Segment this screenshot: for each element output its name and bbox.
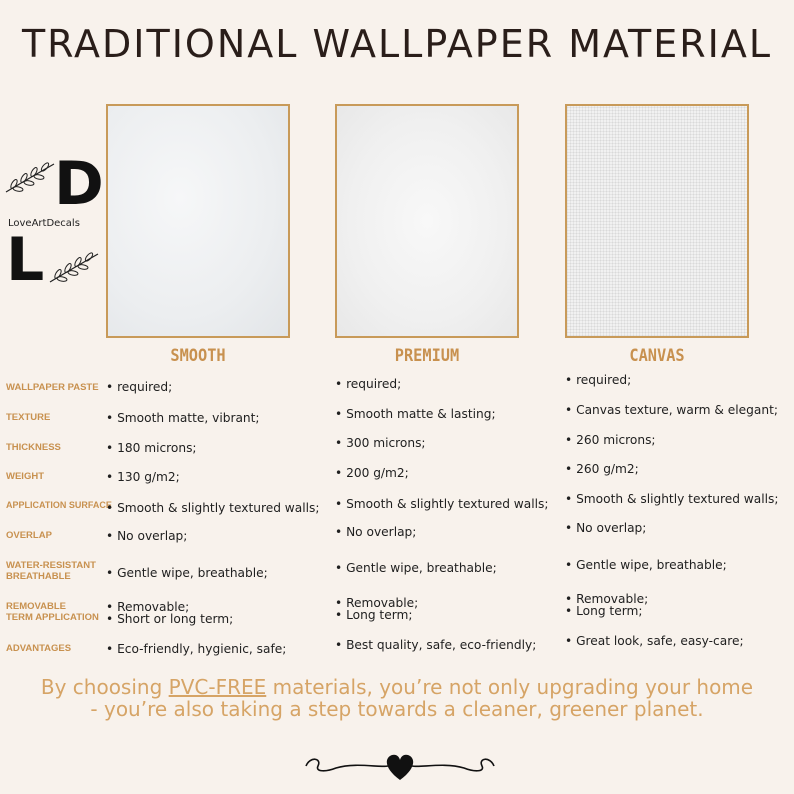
row-label-overlap: OVERLAP [6, 530, 52, 541]
cell-premium-water: • Gentle wipe, breathable; [335, 561, 497, 575]
cell-smooth-surface: • Smooth & slightly textured walls; [106, 501, 320, 515]
row-label-line: BREATHABLE [6, 571, 71, 582]
cell-canvas-thickness: • 260 microns; [565, 433, 656, 447]
cell-premium-advantages: • Best quality, safe, eco-friendly; [335, 638, 537, 652]
row-label-line: REMOVABLE [6, 601, 66, 612]
leaf-branch-icon [48, 248, 100, 288]
row-label-application-surface: APPLICATION SURFACE [6, 500, 112, 510]
cell-canvas-texture: • Canvas texture, warm & elegant; [565, 403, 778, 417]
row-label-texture: TEXTURE [6, 412, 51, 423]
premium-swatch [335, 104, 519, 338]
cell-smooth-thickness: • 180 microns; [106, 441, 197, 455]
row-label-thickness: THICKNESS [6, 442, 61, 453]
canvas-swatch [565, 104, 749, 338]
row-label-wallpaper-paste: WALLPAPER PASTE [6, 382, 99, 393]
cell-smooth-paste: • required; [106, 380, 173, 394]
cell-smooth-advantages: • Eco-friendly, hygienic, safe; [106, 642, 287, 656]
column-heading-premium: PREMIUM [394, 346, 460, 366]
cell-canvas-water: • Gentle wipe, breathable; [565, 558, 727, 572]
cell-premium-term: • Long term; [335, 608, 413, 622]
pvc-free-highlight: PVC-FREE [168, 675, 267, 699]
cell-premium-surface: • Smooth & slightly textured walls; [335, 497, 549, 511]
logo-letter-l: L [6, 225, 45, 295]
cell-smooth-term: • Short or long term; [106, 612, 234, 626]
column-heading-smooth: SMOOTH [170, 346, 226, 366]
heart-divider-icon [300, 746, 500, 786]
cell-smooth-overlap: • No overlap; [106, 529, 188, 543]
column-heading-canvas: CANVAS [629, 346, 685, 366]
brand-logo [4, 149, 104, 295]
cell-smooth-texture: • Smooth matte, vibrant; [106, 411, 260, 425]
cell-smooth-water: • Gentle wipe, breathable; [106, 566, 268, 580]
footer-text-start: By choosing [40, 675, 169, 699]
leaf-branch-icon [4, 158, 56, 198]
row-label-line: TERM APPLICATION [6, 612, 99, 623]
cell-premium-weight: • 200 g/m2; [335, 466, 409, 480]
row-label-removable [6, 601, 106, 623]
cell-premium-texture: • Smooth matte & lasting; [335, 407, 496, 421]
brand-name: LoveArtDecals [8, 218, 80, 229]
cell-canvas-paste: • required; [565, 373, 632, 387]
row-label-water-resistant [6, 560, 106, 582]
row-label-weight: WEIGHT [6, 471, 44, 482]
cell-premium-overlap: • No overlap; [335, 525, 417, 539]
page-title: TRADITIONAL WALLPAPER MATERIAL [21, 22, 773, 66]
row-label-advantages: ADVANTAGES [6, 643, 72, 654]
logo-letter-d: D [54, 149, 104, 219]
cell-canvas-weight: • 260 g/m2; [565, 462, 639, 476]
row-label-line: WATER-RESISTANT [6, 560, 96, 571]
footer-text-end: materials, you’re not only upgrading your home - you’re also taking a step towards a cleaner, greener planet. [90, 675, 754, 721]
cell-canvas-advantages: • Great look, safe, easy-care; [565, 634, 744, 648]
cell-premium-paste: • required; [335, 377, 402, 391]
cell-smooth-weight: • 130 g/m2; [106, 470, 180, 484]
footer-message [40, 676, 754, 720]
cell-premium-thickness: • 300 microns; [335, 436, 426, 450]
cell-canvas-removable: • Removable; [565, 592, 649, 606]
smooth-swatch [106, 104, 290, 338]
cell-premium-removable: • Removable; [335, 596, 419, 610]
cell-smooth-removable: • Removable; [106, 600, 190, 614]
cell-canvas-surface: • Smooth & slightly textured walls; [565, 492, 779, 506]
cell-canvas-term: • Long term; [565, 604, 643, 618]
cell-canvas-overlap: • No overlap; [565, 521, 647, 535]
